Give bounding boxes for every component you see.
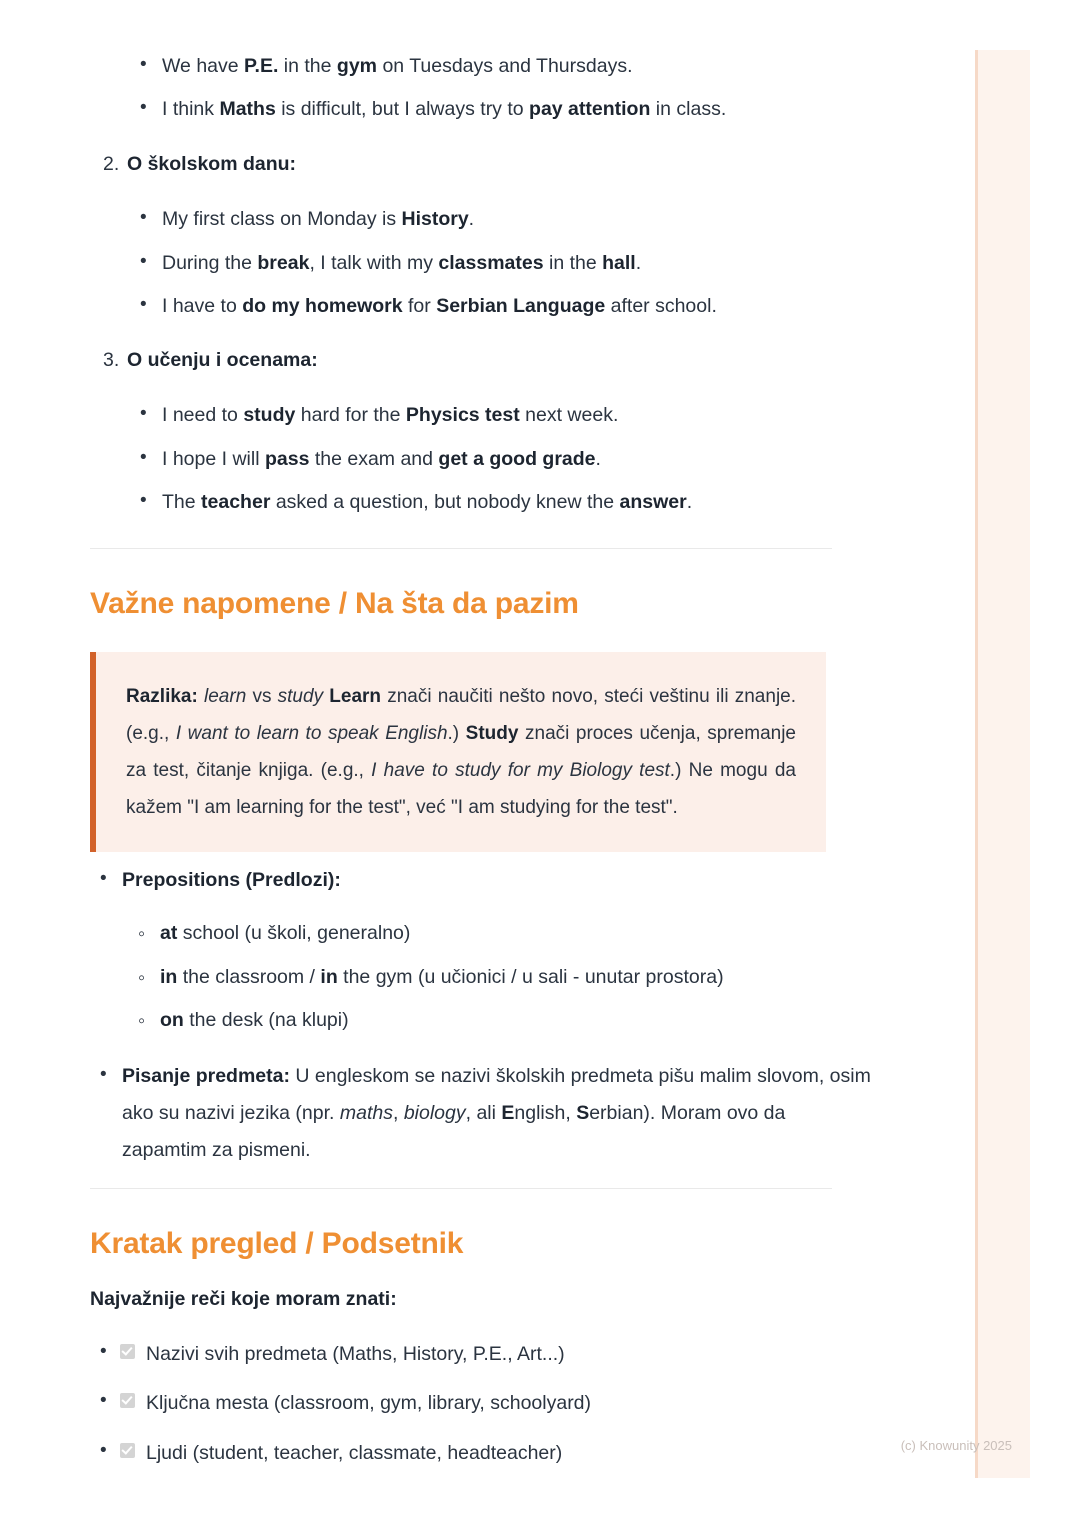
- bold-text: hall: [602, 251, 636, 274]
- bold-text: get a good grade: [438, 447, 596, 470]
- italic-text: maths: [339, 1102, 393, 1125]
- checklist: [90, 1341, 890, 1489]
- checklist-item[interactable]: [90, 1341, 890, 1368]
- checklist-item-label: Ključna mesta (classroom, gym, library, schoolyard): [146, 1392, 592, 1415]
- bold-text: in: [160, 965, 178, 988]
- plain-text: school (u školi, generalno): [177, 922, 411, 945]
- list-item: [130, 488, 820, 517]
- section-2: [0, 150, 820, 335]
- rich-list: [130, 52, 890, 125]
- checklist-items: [90, 1341, 890, 1467]
- plain-text: the exam and: [309, 447, 439, 470]
- section-3-bullet-list: [130, 401, 820, 517]
- section-1-bullet-list: [130, 52, 890, 139]
- section-divider-2: [90, 1188, 832, 1189]
- plain-text: asked a question, but nobody knew the: [270, 490, 620, 513]
- plain-text: .: [686, 490, 693, 513]
- prepositions-sub-list: [130, 919, 850, 1035]
- plain-text: We have: [162, 55, 245, 77]
- checklist-item[interactable]: [90, 1390, 890, 1417]
- plain-text: The: [162, 490, 202, 513]
- section-3: [0, 346, 820, 531]
- section-3-number: 3.: [103, 349, 120, 371]
- plain-text: I think: [162, 98, 220, 121]
- plain-text: .: [468, 208, 475, 231]
- section-3-heading: [0, 346, 820, 375]
- italic-text: learn: [204, 686, 247, 707]
- sub-list-item: [130, 1006, 850, 1035]
- bold-text: Razlika:: [126, 686, 198, 707]
- plain-text: znači proces učenja, spremanje za test, čitanje knjiga. (e.g.,: [126, 723, 797, 782]
- bold-text: Maths: [219, 98, 276, 121]
- checklist-item[interactable]: [90, 1440, 890, 1467]
- bold-text: break: [257, 251, 310, 274]
- decorative-side-band: [975, 50, 1030, 1478]
- plain-text: the desk (na klupi): [183, 1008, 349, 1031]
- bold-text: teacher: [201, 490, 271, 513]
- plain-text: on Tuesdays and Thursdays.: [377, 55, 633, 77]
- plain-text: , I talk with my: [309, 251, 439, 274]
- plain-text: in the: [278, 55, 337, 77]
- list-item: [130, 52, 890, 81]
- bold-text: pass: [264, 447, 310, 470]
- list-item: [130, 445, 820, 474]
- rich-list: [130, 205, 820, 321]
- plain-text: is difficult, but I always try to: [275, 98, 530, 121]
- callout-razlika: [90, 652, 826, 852]
- bold-text: on: [160, 1008, 184, 1031]
- plain-text: .: [635, 251, 642, 274]
- bold-text: answer: [619, 490, 687, 513]
- bold-text: E: [501, 1102, 515, 1125]
- plain-text: the classroom /: [177, 965, 321, 988]
- section-2-title: O školskom danu:: [127, 153, 297, 175]
- bold-text: at: [160, 922, 178, 945]
- bold-text: Prepositions (Predlozi):: [122, 869, 341, 891]
- plain-text: after school.: [605, 294, 717, 317]
- plain-text: My first class on Monday is: [162, 208, 402, 231]
- pisanje-predmeta-text: [122, 1065, 871, 1161]
- bold-text: classmates: [438, 251, 544, 274]
- pisanje-predmeta-item: [90, 1058, 872, 1169]
- checklist-title: Najvažnije reči koje moram znati:: [90, 1288, 397, 1310]
- bold-text: Physics test: [405, 404, 520, 427]
- checklist-item-label: Ljudi (student, teacher, classmate, headteacher): [146, 1441, 563, 1464]
- bold-text: Pisanje predmeta:: [122, 1065, 290, 1087]
- plain-text: the gym (u učionici / u sali - unutar prostora): [337, 965, 724, 988]
- bold-text: S: [576, 1102, 590, 1125]
- checkbox-checked-icon[interactable]: [120, 1344, 135, 1359]
- plain-text: erbian). Moram ovo da zapamtim za pismeni.: [122, 1102, 786, 1162]
- prepositions-block: [0, 866, 850, 1049]
- bold-text: gym: [336, 55, 378, 77]
- heading-vazne-napomene: Važne napomene / Na šta da pazim: [90, 587, 579, 620]
- rich-circ-list: [130, 919, 850, 1035]
- section-2-heading: [0, 150, 820, 179]
- section-3-title: O učenju i ocenama:: [127, 349, 318, 371]
- checkbox-checked-icon[interactable]: [120, 1443, 135, 1458]
- plain-text: .: [595, 447, 601, 470]
- plain-text: for: [402, 294, 437, 317]
- plain-text: znači naučiti nešto novo, steći veštinu ili znanje. (e.g.,: [126, 686, 797, 745]
- bold-text: Serbian Language: [436, 294, 606, 317]
- plain-text: vs: [246, 686, 278, 707]
- bold-text: pay attention: [529, 98, 651, 121]
- plain-text: nglish,: [514, 1102, 577, 1125]
- bold-text: in: [320, 965, 338, 988]
- sub-list-item: [130, 963, 850, 992]
- list-item: [130, 292, 820, 321]
- checkbox-checked-icon[interactable]: [120, 1393, 135, 1408]
- list-item: [130, 205, 820, 234]
- plain-text: U engleskom se nazivi školskih predmeta pišu malim slovom, osim ako su nazivi jezika (npr.: [122, 1065, 871, 1125]
- plain-text: ,: [392, 1102, 404, 1125]
- checklist-item-label: Nazivi svih predmeta (Maths, History, P.E., Art...): [146, 1343, 565, 1365]
- section-2-bullet-list: [130, 205, 820, 321]
- plain-text: I hope I will: [162, 447, 265, 470]
- watermark: (c) Knowunity 2025: [900, 1438, 1012, 1453]
- bold-text: do my homework: [242, 294, 403, 317]
- plain-text: next week.: [519, 404, 619, 427]
- rich-list: [130, 401, 820, 517]
- plain-text: hard for the: [295, 404, 406, 427]
- plain-text: I have to: [162, 294, 243, 317]
- plain-text: I need to: [162, 404, 244, 427]
- plain-text: During the: [162, 251, 258, 274]
- bold-text: study: [243, 404, 296, 427]
- bold-text: Study: [465, 723, 519, 745]
- plain-text: .) Ne mogu da kažem "I am learning for the test", već "I am studying for the test".: [126, 760, 796, 819]
- italic-text: I have to study for my Biology test: [371, 760, 670, 782]
- heading-kratak-pregled: Kratak pregled / Podsetnik: [90, 1227, 464, 1260]
- italic-text: biology: [403, 1102, 466, 1125]
- list-item: [130, 249, 820, 278]
- italic-text: study: [277, 686, 324, 707]
- list-item: [130, 401, 820, 430]
- plain-text: in class.: [650, 98, 727, 121]
- bold-text: P.E.: [244, 55, 279, 77]
- plain-text: in the: [543, 251, 603, 274]
- prepositions-label: [90, 866, 850, 895]
- bold-text: History: [401, 208, 469, 231]
- sub-list-item: [130, 919, 850, 948]
- list-item: [130, 95, 890, 124]
- section-2-number: 2.: [103, 153, 120, 175]
- plain-text: .): [447, 723, 466, 745]
- bold-text: Learn: [329, 686, 382, 707]
- italic-text: I want to learn to speak English: [175, 723, 448, 745]
- plain-text: , ali: [465, 1102, 502, 1125]
- section-divider-1: [90, 548, 832, 549]
- callout-text: [126, 678, 796, 826]
